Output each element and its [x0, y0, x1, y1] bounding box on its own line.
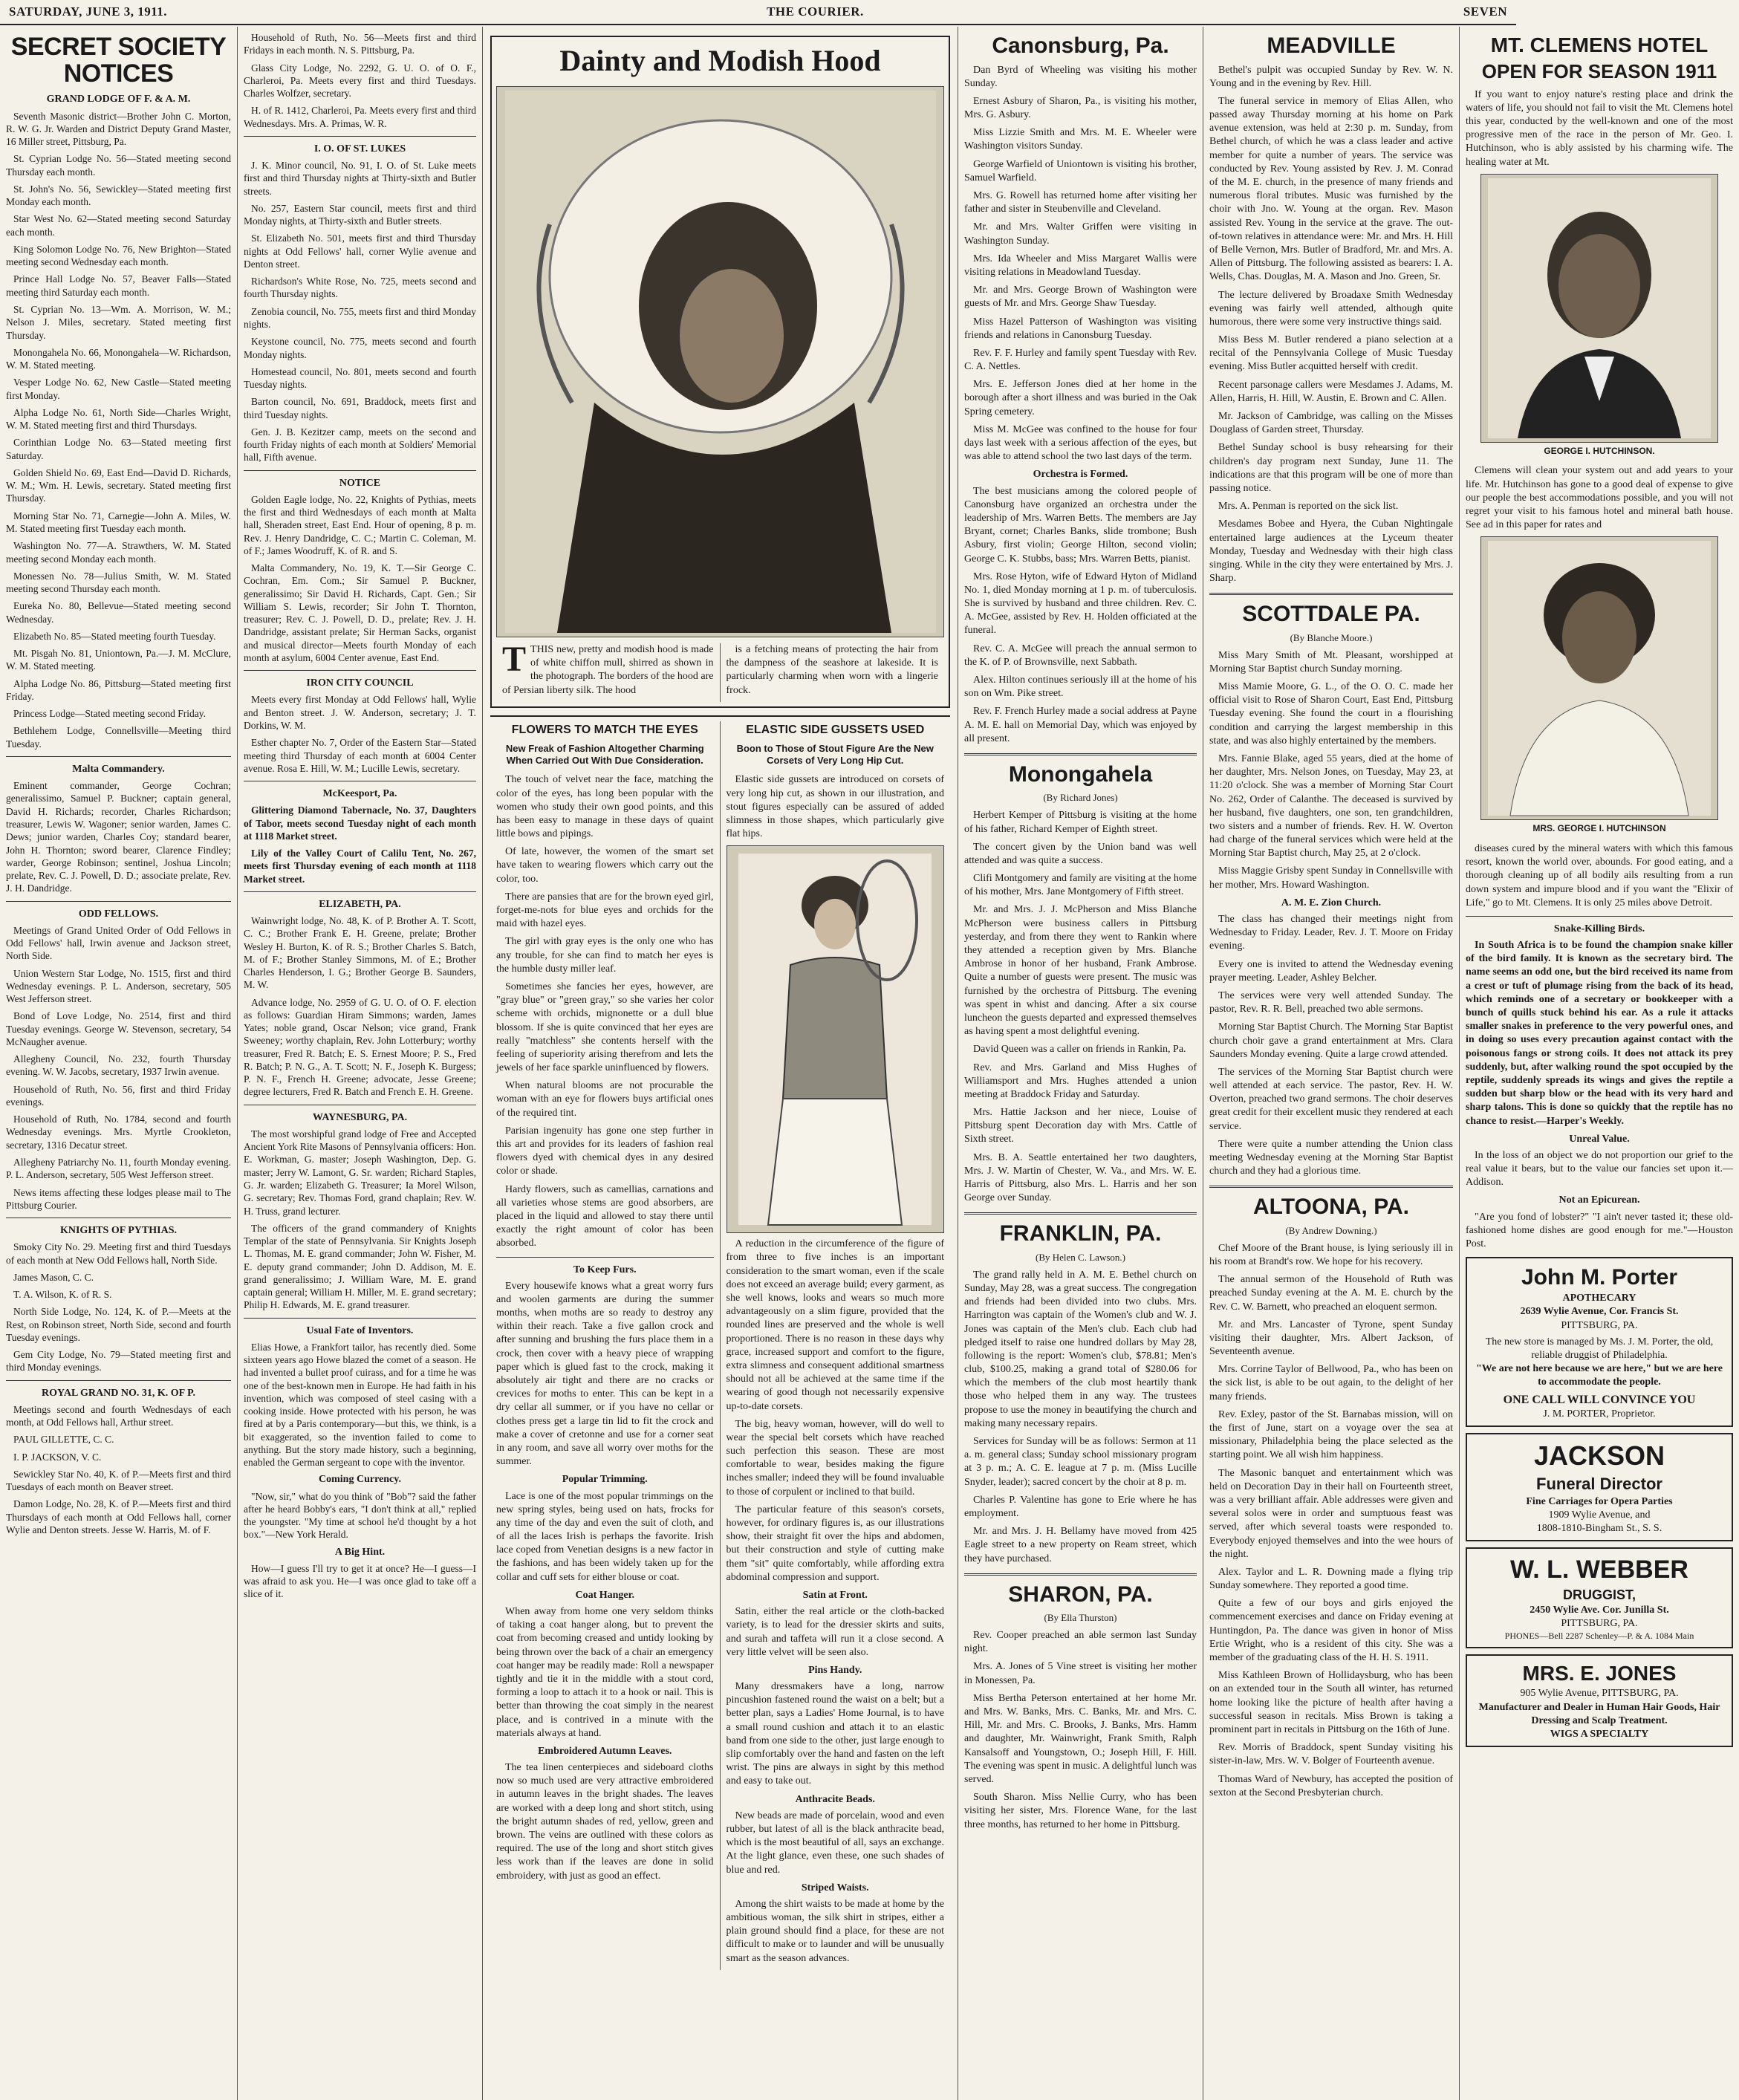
column-local-news-1	[958, 27, 1203, 2100]
monongahela-item-5: David Queen was a caller on friends in Rankin, Pa.	[973, 1044, 1186, 1056]
elizabeth-notice-1: Wainwright lodge, No. 48, K. of P. Brother A. T. Scott, C. C.; Brother Frank E. H. Greene, prelate; Brother Wesley H. Burton, K. of R. S.; Brother Charles S. Batch, M. of F.; Brother Stanley Simmons, M. of E.; Brother Charles Henderson, I. G.; Brother George B. Saunders, M. W.	[244, 915, 476, 991]
franklin-item-1: The grand rally held in A. M. E. Bethel church on Sunday, May 28, was a great success. The congregation and friends had been divided into two clubs. Mrs. Harrington was captain of the Women's club and W. J. Jones was captain of the Men's club. Each club had pledged itself to raise one hundred dollars by May 28, following is the report: Women's club, $78.81; Men's club, $100.25, making a grand total of $280.06 for which the members of the club most heartily thank those who helped them in any way. The trustees propose to use the money in beautifying the church and making many necessary repairs.	[964, 1269, 1197, 1429]
franklin-item-3: Charles P. Valentine has gone to Erie where he has employment.	[964, 1494, 1197, 1519]
hotel-text-3: diseases cured by the mineral waters with which this famous resort, known the world over, abounds. For good eating, and a thorough cleaning up of all bodily ails resulting from a run down system and impure blood and if you want the "Elixir of Life," go to Mt. Clemens. It is only 25 miles above Detroit.	[1466, 842, 1733, 908]
waynesburg-list	[244, 1128, 476, 1312]
jackson-advertisement	[1466, 1433, 1733, 1541]
canonsburg-paragraphs	[964, 64, 1197, 464]
meadville-paragraphs	[1209, 64, 1453, 586]
orchestra-item-3: Rev. C. A. McGee will preach the annual sermon to the K. of P. of Brownsville, next Sabbath.	[964, 643, 1197, 668]
satin-text: Satin, either the real article or the cloth-backed variety, is to lead for the dressier skirts and suits, and surah and taffeta will run it a close second. A very little velvet will be seen also.	[726, 1606, 944, 1658]
corset-figure-image	[738, 854, 932, 1225]
altoona-item-11: Thomas Ward of Newbury, has accepted the position of sexton at the Second Presbyterian church.	[1209, 1773, 1453, 1798]
waists-heading: Striped Waists.	[801, 1882, 869, 1893]
lodge-notice-17: Elizabeth No. 85—Stated meeting fourth Tuesday.	[13, 630, 216, 642]
jackson-line2: 1909 Wylie Avenue, and	[1548, 1509, 1651, 1521]
elizabeth-notice-2: Advance lodge, No. 2959 of G. U. O. of O. F. election as follows: Guardian Hiram Simmons; warden, James Yates; noble grand, Oscar Nelson; vice grand, Frank Sweeney; worthy chaplain, Rev. John Lotterbury; worthy treasurer, Fred R. Batch; E. S. Ernest Moore; P. S., Fred R. Batch; P. N. G., A. T. Scott; N. F., Joseph K. Burgess; P. N. F., French H. Greene; advocate, Jesse Greene; degree lecturers, Fred R. Batch and French E. H. Greene.	[244, 996, 476, 1098]
altoona-item-8: Quite a few of our boys and girls enjoyed the commencement exercises and dance on Friday evening at Huntingdon, Pa. The dance was given in honor of Miss Ertie Wright, who is a resident of this city. She was a member of the graduating class of the H. H. S. 1911.	[1209, 1598, 1453, 1664]
royal-grand-notice-2: PAUL GILLETTE, C. C.	[13, 1434, 114, 1446]
pythias-notice-2: James Mason, C. C.	[13, 1271, 94, 1283]
monongahela-item-8: Mrs. B. A. Seattle entertained her two daughters, Mrs. J. W. Martin of Chester, W. Va., and Mrs. W. E. Harris of Pittsburg, also Mrs. L. Harris and her son George over Sunday.	[964, 1151, 1197, 1204]
inventors-text: Elias Howe, a Frankfort tailor, has recently died. Some sixteen years ago Howe blazed the comet of a season. He had invented a bullet proof cuirass, and for a time he was one of the best-known men in Europe. He had faith in his invention, which was composed of steel casing with a cooking inside. Howe protected with his person, he was fired at by a Paris contemporary—but this, we think, is a bit exaggerated, so the invention failed to come to anything. But the story made history, such a beginning, enabled the German sergeant to cope with the inventor.	[244, 1341, 476, 1469]
scottdale-paragraphs	[1209, 649, 1453, 892]
gussets-para-3: The big, heavy woman, however, will do well to wear the special belt corsets which have reached such perfection this season. These are most comfortable to wear, besides making the figure inches smaller; indeed they will be found invaluable to those of corpulent or inclined to that build.	[726, 1418, 944, 1498]
st-lukes-notice-2: No. 257, Eastern Star council, meets first and third Monday nights, at Thirty-sixth and Butler streets.	[244, 202, 476, 227]
porter-sign: J. M. PORTER, Proprietor.	[1543, 1408, 1656, 1420]
lodge-notice-9: Vesper Lodge No. 62, New Castle—Stated meeting first Monday.	[6, 377, 231, 401]
waynesburg-notice-2: The officers of the grand commandery of Knights Templar of the state of Pennsylvania. Sir Knights Joseph L. Thomas, M. E. grand commander; John W. Fisher, M. E. deputy grand commander; John D. Addison, M. E. grand generalissimo; J. William Ware, M. E. grand captain general; William H. Miller, M. E. grand secretary; Philip H. Edwards, M. E. grand treasurer.	[244, 1222, 476, 1311]
flowers-paragraph-4: The girl with gray eyes is the only one who has any trouble, for she can find to match her eyes is the humble dusty miller leaf.	[496, 936, 714, 975]
flowers-paragraph-6: When natural blooms are not procurable the woman with an eye for flowers buys artificial ones of the required tint.	[496, 1080, 714, 1119]
st-lukes-notice-7: Homestead council, No. 801, meets second and fourth Tuesday nights.	[244, 365, 476, 391]
lodge-notice-18: Mt. Pisgah No. 81, Uniontown, Pa.—J. M. McClure, W. M. Stated meeting.	[6, 648, 231, 672]
porter-address: 2639 Wylie Avenue, Cor. Francis St.	[1520, 1306, 1679, 1318]
meadville-headline: MEADVILLE	[1267, 33, 1396, 58]
satin-heading: Satin at Front.	[802, 1589, 868, 1601]
royal-grand-notice-1: Meetings second and fourth Wednesdays of each month, at Odd Fellows hall, Arthur street.	[6, 1403, 231, 1428]
zion-item-1: The class has changed their meetings night from Wednesday to Friday. Leader, Rev. J. T. Moore on Friday evening.	[1209, 914, 1453, 952]
altoona-item-9: Miss Kathleen Brown of Hollidaysburg, who has been on an extended tour in the South all winter, has returned home looking like the picture of health after having a successful season in recitals. Miss Brown is taking a prominent part in recitals in Pittsburg on the 16th of June.	[1209, 1670, 1453, 1735]
orchestra-item-5: Rev. F. French Hurley made a social address at Payne A. M. E. hall on Memorial Day, which was enjoyed by all present.	[964, 706, 1197, 744]
jackson-name: JACKSON	[1533, 1440, 1665, 1472]
st-lukes-notice-9: Gen. J. B. Kezitzer camp, meets on the second and fourth Friday nights of each month at Soldiers' Memorial hall, Fifth avenue.	[244, 426, 476, 464]
altoona-item-10: Rev. Morris of Braddock, spent Sunday visiting his sister-in-law, Mrs. W. V. Bolger of Fourteenth avenue.	[1209, 1742, 1453, 1767]
odd-fellows-notice-7: Allegheny Patriarchy No. 11, fourth Monday evening. P. L. Anderson, secretary, 505 West Jefferson street.	[6, 1157, 231, 1181]
webber-phones: PHONES—Bell 2287 Schenley—P. & A. 1084 Main	[1504, 1631, 1694, 1642]
jackson-role: Funeral Director	[1536, 1475, 1662, 1494]
monongahela-byline: (By Richard Jones)	[1043, 792, 1118, 804]
canonsburg-item-8: Mr. and Mrs. George Brown of Washington were guests of Mr. and Mrs. George Shaw Tuesday.	[964, 285, 1197, 310]
royal-grand-notice-3: I. P. JACKSON, V. C.	[13, 1451, 102, 1463]
meadville-item-8: Mrs. A. Penman is reported on the sick list.	[1218, 501, 1399, 513]
st-lukes-notice-4: Richardson's White Rose, No. 725, meets second and fourth Thursday nights.	[244, 276, 476, 300]
scottdale-item-2: Miss Mamie Moore, G. L., of the O. O. C. made her official visit to Rose of Sharon Court, East End, Pittsburg Tuesday evening. She found the court in a flourishing condition and carrying the largest membership in this state, and was also highly entertained by the members.	[1209, 681, 1453, 747]
lodge-notice-4: Star West No. 62—Stated meeting second Saturday each month.	[6, 213, 231, 238]
notice-heading: NOTICE	[339, 477, 381, 489]
meadville-item-4: Miss Bess M. Butler rendered a piano selection at a recital of the Pennsylvania College of Music Tuesday evening. Miss Butler acquitted herself with credit.	[1209, 334, 1453, 373]
esther-chapter-text: Esther chapter No. 7, Order of the Eastern Star—Stated meeting third Thursday of each month at 6004 Center avenue. Rosa E. Hill, W. M.; Lucille Lewis, secretary.	[244, 737, 476, 774]
beads-heading: Anthracite Beads.	[795, 1793, 875, 1805]
gussets-para-2: A reduction in the circumference of the figure of from three to five inches is an important consideration to the smart woman, even if the scale does not exceed an average build; every garment, as she well knows, looks and wears so much more advantageously on a slim figure, provided that the rounded lines are preserved and the whole is well proportioned. There is no reason in these days why grace, increased support and comfort to the figure, extra slimness and consequent additional smartness should not all be achieved at the same time if the wearing of good though not necessarily expensive up-to-date corsets.	[726, 1238, 944, 1412]
canonsburg-item-5: Mrs. G. Rowell has returned home after visiting her father and sister in Steubenville and Cleveland.	[964, 190, 1197, 215]
odd-fellows-list	[6, 924, 231, 1212]
mckeesport-list	[244, 804, 476, 885]
zion-item-5: The services of the Morning Star Baptist church were well attended at each service. The pastor, Rev. H. W. Overton, preached two grand sermons. The choir deserves great credit for their excellent music they rendered at each service.	[1209, 1066, 1453, 1132]
hotel-text-1: If you want to enjoy nature's resting place and drink the waters of life, you should not fail to visit the Mt. Clemens hotel this year, conducted by the well-known and one of the most progressive men of the race in the person of Mr. Geo. I. Hutchinson, who is ably assisted by his charming wife. The healing water at Mt.	[1466, 88, 1733, 168]
issue-date: SATURDAY, JUNE 3, 1911.	[9, 4, 168, 19]
lodge-notices-list	[6, 110, 231, 750]
pythias-notice-3: T. A. Wilson, K. of R. S.	[13, 1289, 112, 1301]
ruth-notice-3: H. of R. 1412, Charleroi, Pa. Meets every first and third Wednesdays. Mrs. A. Primas, W. R.	[244, 105, 476, 129]
zion-item-6: There were quite a number attending the Union class meeting Wednesday evening at the Morning Star Baptist church and they had a glorious time.	[1209, 1138, 1453, 1177]
flowers-paragraph-8: Hardy flowers, such as camellias, carnations and all varieties whose stems are good absorbers, are placed in the liquid and allowed to stay there until exactly the right amount of color has been absorbed.	[496, 1183, 714, 1249]
canonsburg-item-9: Miss Hazel Patterson of Washington was visiting friends and relations in Canonsburg Tuesday.	[964, 316, 1197, 341]
epicurean-heading: Not an Epicurean.	[1558, 1194, 1640, 1206]
unreal-text: In the loss of an object we do not proportion our grief to the real value it bears, but to the value our fancies set upon it.—Addison.	[1466, 1149, 1733, 1189]
pins-text: Many dressmakers have a long, narrow pincushion fastened round the waist on a belt; but a better plan, says a Ladies' Home Journal, is to have a small round cushion and attach it to an elastic band from one side to the other, just large enough to slip comfortably over the hand and fasten on the left wrist. The pins are always in sight by this method and easy to take out.	[726, 1681, 944, 1787]
currency-heading: Coming Currency.	[319, 1474, 401, 1486]
lodge-notice-7: St. Cyprian No. 13—Wm. A. Morrison, W. M.; Nelson J. Miles, secretary. Stated meeting first Thursday.	[6, 304, 231, 341]
st-lukes-notice-1: J. K. Minor council, No. 91, I. O. of St. Luke meets first and third Thursday nights at Thirty-sixth and Butler streets.	[244, 160, 476, 197]
monongahela-item-1: Herbert Kemper of Pittsburg is visiting at the home of his father, Richard Kemper of Eighth street.	[964, 810, 1197, 835]
waynesburg-notice-1: The most worshipful grand lodge of Free and Accepted Ancient York Rite Masons of Pennsylvania officers: Hon. E. Workman, G. master; Joseph Washington, Dep. G. master; Jerry W. Lamont, G. Sr. warden; Richard Staples, G. Jr. warden; Elizabeth G. Treasurer; Ia Morel Wilson, G. secretary; Rev. Thomas Ford, grand chaplain; Rev. W. H. Truss, grand lecturer.	[244, 1128, 476, 1217]
jones-tag: WIGS A SPECIALTY	[1550, 1728, 1649, 1740]
hotel-headline-1: MT. CLEMENS HOTEL	[1490, 33, 1709, 56]
furs-text: Every housewife knows what a great worry furs and woolen garments are during the summer months, when moths are so ready to destroy any within their reach. Take a five gallon crock and after sunning and brushing the furs place them in a crock, then cover with a heavy piece of wrapping paper which is glued fast to the crock, making it absolutely air tight and there are no cracks or crevices for moths to enter. This can be kept in a dry cellar all summer, or if you have no cellar or clothes press get a large tin lid to fit the crock and make a cover of cretonne and use for a corner seat in any room, and save all worry over moths for the summer.	[496, 1280, 714, 1468]
hotel-text-2: Clemens will clean your system out and add years to your life. Mr. Hutchinson has gone to a good deal of expense to give our people the best accommodations possible, and you will not regret your visit to his famous hotel and mineral bath house. See ad in this paper for rates and	[1466, 465, 1733, 531]
masthead	[0, 0, 1516, 25]
meadville-item-6: Mr. Jackson of Cambridge, was calling on the Misses Douglass of Garden street, Thursday.	[1209, 411, 1453, 436]
altoona-item-1: Chef Moore of the Brant house, is lying seriously ill in his room at Brandt's row. We hope for his recovery.	[1209, 1242, 1453, 1267]
page-number: SEVEN	[1463, 4, 1507, 19]
sharon-byline: (By Ella Thurston)	[1044, 1612, 1117, 1624]
canonsburg-item-4: George Warfield of Uniontown is visiting his brother, Samuel Warfield.	[964, 158, 1197, 183]
hood-feature-title: Dainty and Modish Hood	[559, 44, 881, 77]
lodge-notice-12: Golden Shield No. 69, East End—David D. Richards, W. M.; Wm. H. Lewis, secretary. Stated meeting first Thursday.	[6, 467, 231, 504]
hutchinson-portrait-image	[1488, 178, 1711, 438]
franklin-headline: FRANKLIN, PA.	[999, 1221, 1162, 1246]
altoona-item-3: Mr. and Mrs. Lancaster of Tyrone, spent Sunday visiting their daughter, Mrs. Albert Jackson, of Seventeenth avenue.	[1209, 1319, 1453, 1358]
porter-call: ONE CALL WILL CONVINCE YOU	[1503, 1393, 1696, 1406]
scottdale-headline: SCOTTDALE PA.	[1242, 602, 1420, 627]
st-lukes-notice-6: Keystone council, No. 775, meets second and fourth Monday nights.	[244, 336, 476, 360]
beads-text: New beads are made of porcelain, wood and even rubber, but latest of all is the black anthracite bead, which is the most beautiful of all, says an exchange. At the light glance, even these, one such shades of blue and red.	[726, 1810, 944, 1876]
gussets-headline: ELASTIC SIDE GUSSETS USED	[746, 723, 925, 736]
odd-fellows-notice-6: Household of Ruth, No. 1784, second and fourth Wednesday evenings. Mrs. Myrtle Crookleton, secretary, 1316 Decatur street.	[6, 1114, 231, 1151]
hood-portrait-image	[505, 91, 936, 633]
st-lukes-list	[244, 159, 476, 464]
orchestra-item-1: The best musicians among the colored people of Canonsburg have organized an orchestra under the leadership of Mrs. Warren Betts. The members are Jay Bryant, cornet; Charles Banks, slide trombone; Bush Asbury, first violin; George Hilton, second violin; George C. K. Stubbs, bass; Mrs. Warren Betts, pianist.	[964, 485, 1197, 565]
monongahela-item-4: Mr. and Mrs. J. J. McPherson and Miss Blanche McPherson were business callers in Pittsburg yesterday, and from there they went to Rankin where they attended a reception given by Mrs. Blanche Ambrose in honor of her husband, Frank Ambrose. Quite a number of guests were present. The music was furnished by the orchestra of Pittsburg. The evening was spent in whist and dancing. After a six course luncheon the guests departed and expressed themselves as having spent a most delightful evening.	[964, 904, 1197, 1038]
flowers-headline: FLOWERS TO MATCH THE EYES	[511, 723, 698, 736]
st-lukes-notice-3: St. Elizabeth No. 501, meets first and third Thursday nights at Odd Fellows' hall, corner Wylie avenue and Denton street.	[244, 233, 476, 270]
ruth-notice-2: Glass City Lodge, No. 2292, G. U. O. of O. F., Charleroi, Pa. Meets every first and third Tuesdays. Charles Wolfzer, secretary.	[244, 62, 476, 100]
sharon-item-4: South Sharon. Miss Nellie Curry, who has been visiting her sister, Mrs. Florence Wane, for the last three months, has returned to her home in Pittsburg.	[964, 1792, 1197, 1830]
notice-item-1: Golden Eagle lodge, No. 22, Knights of Pythias, meets the first and third Wednesdays of each month at Malta hall, Sheraden street, East End. Hour of opening, 8 p. m. Rev. J. Henry Dandridge, C. C.; Martin C. Coleman, M. of F.; James Woodruff, K. of R. and S.	[244, 493, 476, 556]
canonsburg-item-11: Mrs. E. Jefferson Jones died at her home in the borough after a short illness and was buried in the Oak Spring cemetery.	[964, 379, 1197, 417]
column-lodges-continued	[238, 27, 483, 2100]
hood-text-right: is a fetching means of protecting the hair from the dampness of the seashore at lakeside. It is particularly charming when worn with a lingerie frock.	[726, 644, 938, 696]
scottdale-byline: (By Blanche Moore.)	[1290, 631, 1373, 643]
lodge-notice-21: Bethlehem Lodge, Connellsville—Meeting third Tuesday.	[6, 725, 231, 750]
waists-text: Among the shirt waists to be made at home by the ambitious woman, the silk shirt in stripes, either a plain ground should find a place, for these are not difficult to make or to launder and will be unusually smart as the season advances.	[726, 1898, 944, 1964]
franklin-byline: (By Helen C. Lawson.)	[1036, 1251, 1125, 1263]
lodge-notice-8: Monongahela No. 66, Monongahela—W. Richardson, W. M. Stated meeting.	[6, 346, 231, 371]
jones-address: 905 Wylie Avenue, PITTSBURG, PA.	[1520, 1688, 1679, 1700]
ruth-notice-1: Household of Ruth, No. 56—Meets first and third Fridays in each month. N. S. Pittsburg, Pa.	[244, 32, 476, 56]
hanger-heading: Coat Hanger.	[575, 1589, 635, 1601]
zion-paragraphs	[1209, 913, 1453, 1178]
hutchinson-caption: GEORGE I. HUTCHINSON.	[1544, 445, 1655, 456]
flowers-paragraph-5: Sometimes she fancies her eyes, however, are "gray blue" or "green gray," so she varies her color scheme with orchids, mignonette or a dull blue blossom. If she is quite convinced that her eyes are really "matchless" she contents herself with the feeling of superiority arising therefrom and lets the jewels of her face sparkle uninfluenced by flowers.	[496, 981, 714, 1074]
porter-city: PITTSBURG, PA.	[1561, 1319, 1638, 1331]
lodge-notice-14: Washington No. 77—A. Strawthers, W. M. Stated meeting second Monday each month.	[6, 540, 231, 565]
flowers-deck: New Freak of Fashion Altogether Charming When Carried Out With Due Consideration.	[505, 742, 704, 767]
trimming-heading: Popular Trimming.	[562, 1474, 648, 1486]
mrs-hutchinson-portrait-image	[1488, 541, 1711, 816]
flowers-paragraph-2: Of late, however, the women of the smart set have taken to wearing flowers which carry out the color, too.	[496, 846, 714, 885]
mrs-hutchinson-photo	[1480, 536, 1718, 820]
porter-name: John M. Porter	[1521, 1265, 1677, 1290]
meadville-item-1: Bethel's pulpit was occupied Sunday by Rev. W. N. Young and in the evening by Rev. Hill.	[1209, 64, 1453, 89]
webber-address: 2450 Wylie Ave. Cor. Junilla St.	[1530, 1605, 1669, 1616]
webber-advertisement	[1466, 1547, 1733, 1648]
porter-body: The new store is managed by Ms. J. M. Porter, the old, reliable druggist of Philadelphia.	[1485, 1336, 1714, 1361]
canonsburg-item-3: Miss Lizzie Smith and Mrs. M. E. Wheeler were Washington visitors Sunday.	[964, 127, 1197, 152]
flowers-paragraphs	[496, 773, 714, 1250]
pins-heading: Pins Handy.	[808, 1664, 862, 1676]
scottdale-item-4: Miss Maggie Grisby spent Sunday in Connellsville with her mother, Mrs. Howard Washington.	[1209, 865, 1453, 891]
flowers-paragraph-7: Parisian ingenuity has gone one step further in this art and provides for its leaders of fashion real flowers dyed with chemical dyes in any desired color or shade.	[496, 1125, 714, 1177]
iron-city-heading: IRON CITY COUNCIL	[306, 677, 414, 689]
royal-grand-list	[6, 1403, 231, 1536]
waynesburg-heading: WAYNESBURG, PA.	[312, 1111, 408, 1123]
mckeesport-heading: McKeesport, Pa.	[322, 788, 397, 800]
zion-heading: A. M. E. Zion Church.	[1281, 897, 1382, 908]
porter-advertisement	[1466, 1257, 1733, 1427]
zion-item-2: Every one is invited to attend the Wednesday evening prayer meeting. Leader, Ashley Belcher.	[1209, 958, 1453, 984]
lodge-notice-6: Prince Hall Lodge No. 57, Beaver Falls—Stated meeting third Saturday each month.	[6, 273, 231, 298]
knights-pythias-list	[6, 1241, 231, 1374]
scottdale-item-3: Mrs. Fannie Blake, aged 55 years, died at the home of her daughter, Mrs. Nelson Jones, on Tuesday, May 23, at 11:20 o'clock. She was a member of Morning Star Court No. 262, Order of Calanthe. The deceased is survived by her husband, five daughters, one son, ten grandchildren, two sisters and a number of friends. Rev. H. W. Overton had charge of the funeral services which were held at the Morning Star Baptist church, May 25, at 2 o'clock.	[1209, 752, 1453, 859]
orchestra-paragraphs	[964, 485, 1197, 746]
sharon-item-1: Rev. Cooper preached an able sermon last Sunday night.	[964, 1630, 1197, 1655]
porter-quote: "We are not here because we are here," but we are here to accommodate the people.	[1475, 1363, 1723, 1388]
hanger-text: When away from home one very seldom thinks of taking a coat hanger along, but to prevent the coat from becoming creased and untidy looking by being thrown over the back of a chair an emergency coat hanger may be readily made: Roll a newspaper tightly and tie it in the middle with a stout cord, forming a loop to attach it to a hook or nail. This is better than throwing the coat simply in the nearest place, and is contrived in a minute with the materials always at hand.	[496, 1606, 714, 1739]
altoona-item-4: Mrs. Corrine Taylor of Bellwood, Pa., who has been on the sick list, is able to be out again, to the delight of her many friends.	[1209, 1364, 1453, 1402]
hint-text: How—I guess I'll try to get it at once? He—I guess—I was afraid to ask you. He—I was once glad to take off a slice of it.	[244, 1562, 476, 1600]
epicurean-text: "Are you fond of lobster?" "I ain't never tasted it; these old-fashioned home dishes are good enough for me."—Houston Post.	[1466, 1211, 1733, 1249]
jackson-line1: Fine Carriages for Opera Parties	[1526, 1495, 1673, 1507]
canonsburg-headline: Canonsburg, Pa.	[992, 33, 1169, 58]
malta-commandery-text: Eminent commander, George Cochran; generalissimo, Samuel P. Buckner; captain general, David H. Richards; recorder, Charles Richardson; treasurer, Lewis W. Wagoner; senior warden, James C. Dews; junior warden, Charles Coy; standard bearer, John H. Thornton; sword bearer, Clarence Findley; warder, George Robinson; sentinel, Joshua Lincoln; prelate, Rev. C. J. Powell, D. D.; associate prelate, Rev. J. H. Dandridge.	[6, 780, 231, 894]
knights-pythias-heading: KNIGHTS OF PYTHIAS.	[59, 1225, 177, 1237]
canonsburg-item-12: Miss M. McGee was confined to the house for four days last week with a serious affection of the eyes, but was able to attend school the two last days of the term.	[964, 423, 1197, 463]
meadville-item-9: Mesdames Bobee and Hyera, the Cuban Nightingale entertained large audiences at the Lyceum theater Monday, Tuesday and Wednesday with their high class singing. While in the city they were entertained by Mrs. J. Sharp.	[1209, 519, 1453, 585]
scottdale-item-1: Miss Mary Smith of Mt. Pleasant, worshipped at Morning Star Baptist church Sunday morning.	[1209, 649, 1453, 674]
porter-role: APOTHECARY	[1562, 1293, 1636, 1304]
lodge-notice-10: Alpha Lodge No. 61, North Side—Charles Wright, W. M. Stated meeting first and third Thursdays.	[6, 406, 231, 432]
odd-fellows-heading: ODD FELLOWS.	[78, 908, 159, 920]
canonsburg-item-10: Rev. F. F. Hurley and family spent Tuesday with Rev. C. A. Nettles.	[964, 347, 1197, 373]
royal-grand-notice-4: Sewickley Star No. 40, K. of P.—Meets first and third Tuesdays of each month on Beaver street.	[6, 1468, 231, 1493]
zion-item-3: The services were very well attended Sunday. The pastor, Rev. R. R. Bell, preached two able sermons.	[1209, 989, 1453, 1015]
sharon-paragraphs	[964, 1629, 1197, 1832]
canonsburg-item-2: Ernest Asbury of Sharon, Pa., is visiting his mother, Mrs. G. Asbury.	[964, 95, 1197, 121]
meadville-item-7: Bethel Sunday school is busy rehearsing for their children's day program next Sunday, June 11. The indications are that this program will be one of more than passing notice.	[1209, 442, 1453, 494]
lodge-notice-20: Princess Lodge—Stated meeting second Friday.	[13, 708, 206, 720]
malta-commandery-heading: Malta Commandery.	[72, 763, 165, 775]
jackson-line3: 1808-1810-Bingham St., S. S.	[1536, 1523, 1662, 1535]
meadville-item-3: The lecture delivered by Broadaxe Smith Wednesday evening was fairly well attended, although quite humorous, there were some very instructive things said.	[1209, 289, 1453, 328]
gussets-deck: Boon to Those of Stout Figure Are the New Corsets of Very Long Hip Cut.	[736, 742, 934, 767]
orchestra-item-2: Mrs. Rose Hyton, wife of Edward Hyton of Midland No. 1, died Monday morning at 1 p. m. of tuberculosis. She is survived by husband and three children. Rev. C. A. McGee, assisted by Rev. H. Holden officiated at the funeral.	[964, 570, 1197, 637]
ruth-notices-list	[244, 31, 476, 130]
st-lukes-notice-5: Zenobia council, No. 755, meets first and third Monday nights.	[244, 305, 476, 330]
lodge-notice-2: St. Cyprian Lodge No. 56—Stated meeting second Thursday each month.	[6, 153, 231, 178]
sharon-headline: SHARON, PA.	[1008, 1581, 1153, 1607]
mckeesport-notice-2: Lily of the Valley Court of Calilu Tent, No. 267, meets first Thursday evening of each month at 1118 Market street.	[244, 848, 476, 885]
odd-fellows-notice-1: Meetings of Grand United Order of Odd Fellows in Odd Fellows' hall, Irwin avenue and Jackson street, North Side.	[6, 924, 231, 962]
monongahela-paragraphs	[964, 809, 1197, 1205]
odd-fellows-notice-4: Allegheny Council, No. 232, fourth Thursday evening. W. W. Jacobs, secretary, 1937 Irwin avenue.	[6, 1053, 231, 1078]
elizabeth-heading: ELIZABETH, PA.	[319, 898, 401, 910]
canonsburg-item-7: Mrs. Ida Wheeler and Miss Margaret Wallis were visiting relations in Meadowland Tuesday.	[964, 253, 1197, 278]
column-secret-society	[0, 27, 238, 2100]
webber-city: PITTSBURG, PA.	[1561, 1618, 1638, 1630]
odd-fellows-notice-2: Union Western Star Lodge, No. 1515, first and third Wednesday evenings. P. L. Anderson, secretary, 505 West Jefferson street.	[6, 967, 231, 1005]
gussets-para-1: Elastic side gussets are introduced on corsets of very long hip cut, as shown in our illustration, and stout figures especially can be assured of added slimness in those shapes, which particularly give flat hips.	[726, 774, 944, 840]
orchestra-heading: Orchestra is Formed.	[1033, 469, 1128, 481]
st-lukes-notice-8: Barton council, No. 691, Braddock, meets first and third Tuesday nights.	[244, 396, 476, 420]
lodge-notice-13: Morning Star No. 71, Carnegie—John A. Miles, W. M. Stated meeting first Tuesday each month.	[6, 510, 231, 534]
jones-advertisement	[1466, 1654, 1733, 1747]
lodge-notice-19: Alpha Lodge No. 86, Pittsburg—Stated meeting first Friday.	[6, 677, 231, 702]
column-hotel-and-ads	[1460, 27, 1739, 2100]
odd-fellows-notice-3: Bond of Love Lodge, No. 2514, first and third Tuesday evenings. George W. Stevenson, secretary, 54 McNaugher avenue.	[6, 1010, 231, 1047]
webber-name: W. L. WEBBER	[1510, 1556, 1688, 1584]
altoona-item-5: Rev. Exley, pastor of the St. Barnabas mission, will on the first of June, start on a voyage over the sea at missionary, Philadelphia being the place selected as the starting point. We all wish him happiness.	[1209, 1408, 1453, 1461]
grand-lodge-heading: GRAND LODGE OF F. & A. M.	[46, 94, 191, 105]
hood-text-left: THIS new, pretty and modish hood is made of white chiffon mull, shirred as shown in the photograph. The borders of the hood are of Persian liberty silk. The hood	[502, 644, 714, 696]
sharon-item-2: Mrs. A. Jones of 5 Vine street is visiting her mother in Monessen, Pa.	[964, 1661, 1197, 1686]
corset-illustration	[727, 845, 945, 1233]
elizabeth-list	[244, 914, 476, 1099]
franklin-item-2: Services for Sunday will be as follows: Sermon at 11 a. m. general class; Sunday school missionary program at 3 p. m.; A. C. E. league at 7 p. m. (Miss Lucille Snyder, leader); sacred concert by the choir at 8 p. m.	[964, 1436, 1197, 1488]
lodge-notice-16: Eureka No. 80, Bellevue—Stated meeting second Wednesday.	[6, 600, 231, 625]
orchestra-item-4: Alex. Hilton continues seriously ill at the home of his son on Wm. Pike street.	[964, 674, 1197, 700]
unreal-heading: Unreal Value.	[1569, 1133, 1630, 1145]
hotel-headline-2: OPEN FOR SEASON 1911	[1481, 60, 1717, 83]
jones-name: MRS. E. JONES	[1522, 1661, 1677, 1685]
pythias-notice-1: Smoky City No. 29. Meeting first and third Tuesdays of each month at New Odd Fellows hall, North Side.	[6, 1241, 231, 1266]
column-fashion	[483, 27, 958, 2100]
notice-list	[244, 493, 476, 664]
hutchinson-photo	[1480, 174, 1718, 443]
odd-fellows-notice-5: Household of Ruth, No. 56, first and third Friday evenings.	[6, 1083, 231, 1108]
altoona-item-7: Alex. Taylor and L. R. Downing made a flying trip Sunday somewhere. They reported a good time.	[1209, 1566, 1453, 1592]
monongahela-headline: Monongahela	[1008, 761, 1153, 787]
iron-city-text: Meets every first Monday at Odd Fellows' hall, Wylie and Benton street. J. W. Anderson, secretary; J. T. Dorkins, W. M.	[244, 694, 476, 731]
gussets-column	[721, 721, 951, 1970]
leaves-heading: Embroidered Autumn Leaves.	[538, 1745, 672, 1757]
meadville-item-5: Recent parsonage callers were Mesdames J. Adams, M. Allen, Harris, H. Hill, W. Austin, E. Brown and C. Allen.	[1209, 379, 1453, 404]
canonsburg-item-1: Dan Byrd of Wheeling was visiting his mother Sunday.	[964, 64, 1197, 89]
altoona-paragraphs	[1209, 1242, 1453, 1800]
monongahela-item-7: Mrs. Hattie Jackson and her niece, Louise of Pittsburg spent Decoration day with Mrs. Cattle of Sixth street.	[964, 1107, 1197, 1145]
currency-text: "Now, sir," what do you think of "Bob"? said the father after he heard Bobby's ears, "I don't think at all," replied the youngster. "My time at school he'd thought by a hot box."—New York Herald.	[244, 1490, 476, 1541]
inventors-heading: Usual Fate of Inventors.	[306, 1324, 414, 1336]
furs-heading: To Keep Furs.	[573, 1264, 637, 1275]
lodge-notice-15: Monessen No. 78—Julius Smith, W. M. Stated meeting second Thursday each month.	[6, 570, 231, 595]
newspaper-columns	[0, 27, 1733, 2100]
trimming-text: Lace is one of the most popular trimmings on the new spring styles, being used on hats, frocks for any time of the day and even the suit of cloth, and of all the laces Irish is perhaps the favorite. Irish lace coped from Venetian designs is a new factor in the fashions, and has been widely taken up for the collar and cuff sets for either blouse or coat.	[496, 1490, 714, 1583]
notice-item-2: Malta Commandery, No. 19, K. T.—Sir George C. Cochran, Em. Com.; Sir Samuel P. Buckner, generalissimo; Sir David H. Richards, Capt. Gen.; Sir William S. Lewis, recorder; Sir John T. Thornton, treasurer; Rev. C. J. Powell, D. D., prelate; Rev. J. H. Dandridge, assistant prelate; Sir Herman Sacks, organist and musical director—Meets fourth Monday of each month at asylum, 6004 Center avenue, East End.	[244, 562, 476, 663]
monongahela-item-6: Rev. and Mrs. Garland and Miss Hughes of Williamsport and Mrs. Hughes attended a union meeting at Braddock Friday and Saturday.	[964, 1062, 1197, 1100]
altoona-byline: (By Andrew Downing.)	[1285, 1224, 1377, 1236]
odd-fellows-notice-8: News items affecting these lodges please mail to The Pittsburg Courier.	[6, 1186, 231, 1211]
hood-feature-box: Dainty and Modish Hood TTHIS new, pretty and modish hood is made of white chiffon mull, shirred as shown in the photograph. The borders of the hood are of Persian liberty silk. The hood is a fetching means of protecting the hair from the dampness of the seashore at lakeside. It is particularly charming when worn with a lingerie frock.	[490, 36, 950, 708]
monongahela-item-2: The concert given by the Union band was well attended and was quite a success.	[964, 841, 1197, 866]
lodge-notice-1: Seventh Masonic district—Brother John C. Morton, R. W. G. Jr. Warden and District Deputy Grand Master, 16 Miller street, Pittsburg, Pa.	[6, 110, 231, 148]
pythias-notice-5: Gem City Lodge, No. 79—Stated meeting first and third Monday evenings.	[6, 1349, 231, 1374]
altoona-headline: ALTOONA, PA.	[1253, 1194, 1409, 1220]
royal-grand-heading: ROYAL GRAND NO. 31, K. OF P.	[42, 1387, 195, 1399]
canonsburg-item-6: Mr. and Mrs. Walter Griffen were visiting in Washington Sunday.	[964, 221, 1197, 247]
snake-text: In South Africa is to be found the champion snake killer of the bird family. It is known as the secretary bird. The name seems an odd one, but the bird received its name from a crest or tuft of plumage rising from the back of its head, which reminds one of a secretary or bookkeeper with a bunch of quills stuck behind his ear. As a rule it attacks smaller snakes in preference to the very powerful ones, and in doing so uses every precaution against contact with the poisonous fangs or strong coils. It does not attack its prey suddenly, but, after walking round the spot occupied by the reptile, suddenly spreads its wings and gives the reptile a sudden but sharp blow or the head with its very hard and sharp talons. This is done so quickly that the reptile has no chance to resist.—Harper's Weekly.	[1466, 940, 1733, 1127]
sharon-item-3: Miss Bertha Peterson entertained at her home Mr. and Mrs. W. Banks, Mrs. C. Banks, Mr. and Mrs. C. Hill, Mr. and Mrs. C. Brooks, J. Banks, Mrs. Hamm and daughter, Mr. Wainwright, Frank Smith, Ralph Kansalsoff and Youngstown, O.; Joseph Hill, F. Hill. The evening was spent in music. A delightful lunch was served.	[964, 1692, 1197, 1785]
royal-grand-notice-5: Damon Lodge, No. 28, K. of P.—Meets first and third Thursdays of each month at Odd Fellows hall, corner Wylie and Denton streets. Jesse W. Harris, M. of F.	[6, 1498, 231, 1535]
gussets-para-4: The particular feature of this season's corsets, however, for ordinary figures is, as our illustrations show, their straight fit over the hips and abdomen, but their construction and style of cutting make them "sit" quite comfortably, while affording extra abdominal compression and support.	[726, 1504, 944, 1583]
lodge-notice-5: King Solomon Lodge No. 76, New Brighton—Stated meeting second Wednesday each month.	[6, 243, 231, 268]
flowers-paragraph-1: The touch of velvet near the face, matching the color of the eyes, has long been popular with the women who study their own good points, and this has been easy to manage in these days of quaint little bows and pipings.	[496, 774, 714, 840]
secret-society-headline: SECRET SOCIETY NOTICES	[10, 33, 227, 88]
flowers-paragraph-3: There are pansies that are for the brown eyed girl, forget-me-nots for blue eyes and orchids for the maid with hazel eyes.	[496, 891, 714, 930]
jones-body: Manufacturer and Dealer in Human Hair Goods, Hair Dressing and Scalp Treatment.	[1478, 1701, 1720, 1726]
zion-item-4: Morning Star Baptist Church. The Morning Star Baptist church choir gave a grand entertainment at Mrs. Clara Saunders Monday evening. Quite a large crowd attended.	[1209, 1021, 1453, 1060]
franklin-paragraphs	[964, 1269, 1197, 1566]
altoona-item-2: The annual sermon of the Household of Ruth was preached Sunday evening at the A. M. E. church by the Rev. C. W. Barnett, who preached an eloquent sermon.	[1209, 1274, 1453, 1313]
altoona-item-6: The Masonic banquet and entertainment which was held on Decoration Day in their hall on Fourteenth street, was a very brilliant affair. Able addresses were given and several solos were in order and sumptuous feast was served, after which several toasts were responded to. Everybody enjoyed themselves and into the wee hours of the night.	[1209, 1467, 1453, 1560]
leaves-text: The tea linen centerpieces and sideboard cloths now so much used are very attractive embroidered in autumn leaves in the bright shades. The leaves are worked with a deep long and short stitch, using the bright autumn shades of red, yellow, green and brown. The veins are outlined with these colors as required. The use of the long and short stitch gives less work than if the leaves are done in solid embroidery, with just as good an effect.	[496, 1762, 714, 1882]
hint-heading: A Big Hint.	[334, 1546, 386, 1558]
webber-role: DRUGGIST,	[1562, 1587, 1636, 1602]
flowers-column	[490, 721, 721, 1970]
hood-photograph	[496, 86, 944, 637]
st-lukes-heading: I. O. OF ST. LUKES	[313, 143, 406, 155]
lodge-notice-3: St. John's No. 56, Sewickley—Stated meeting first Monday each month.	[6, 183, 231, 208]
pythias-notice-4: North Side Lodge, No. 124, K. of P.—Meets at the Rest, on Robinson street, North Side, second and fourth Tuesday evenings.	[6, 1306, 231, 1343]
meadville-item-2: The funeral service in memory of Elias Allen, who passed away Thursday morning at his home on Park avenue extension, was held at 2:30 p. m. Sunday, from Bethel church, of which he was a class leader and active member for quite a number of years. The service was conducted by Rev. Young assisted by Rev. J. M. Conrad of the M. E. church, in the presence of many friends and numerous floral tributes. Music was furnished by the choir with Jno. W. Young at the organ. Rev. Mason assisted Rev. Young in the service at the grave. The out-of-town relatives in attendance were: Mr. and Mrs. H. Hill of Belle Vernon, Mrs. Butler of Bradford, Mr. and Mrs. A. Allen of Pittsburg. The following assisted as bearers: I. A. Wells, Chas. Douglas, M. A. Mason and Jno. Green, Sr.	[1209, 95, 1453, 283]
monongahela-item-3: Clifi Montgomery and family are visiting at the home of his mother, Mrs. Jane Montgomery of Fifth street.	[964, 873, 1197, 898]
mckeesport-notice-1: Glittering Diamond Tabernacle, No. 37, Daughters of Tabor, meets second Tuesday night of each month at 1118 Market street.	[244, 804, 476, 842]
snake-heading: Snake-Killing Birds.	[1553, 923, 1645, 934]
mrs-hutchinson-caption: MRS. GEORGE I. HUTCHINSON	[1532, 823, 1666, 834]
paper-name: THE COURIER.	[767, 4, 864, 19]
lodge-notice-11: Corinthian Lodge No. 63—Stated meeting first Saturday.	[6, 437, 231, 461]
column-local-news-2	[1203, 27, 1460, 2100]
franklin-item-4: Mr. and Mrs. J. H. Bellamy have moved from 425 Eagle street to a new property on Ream street, which they have purchased.	[964, 1526, 1197, 1564]
